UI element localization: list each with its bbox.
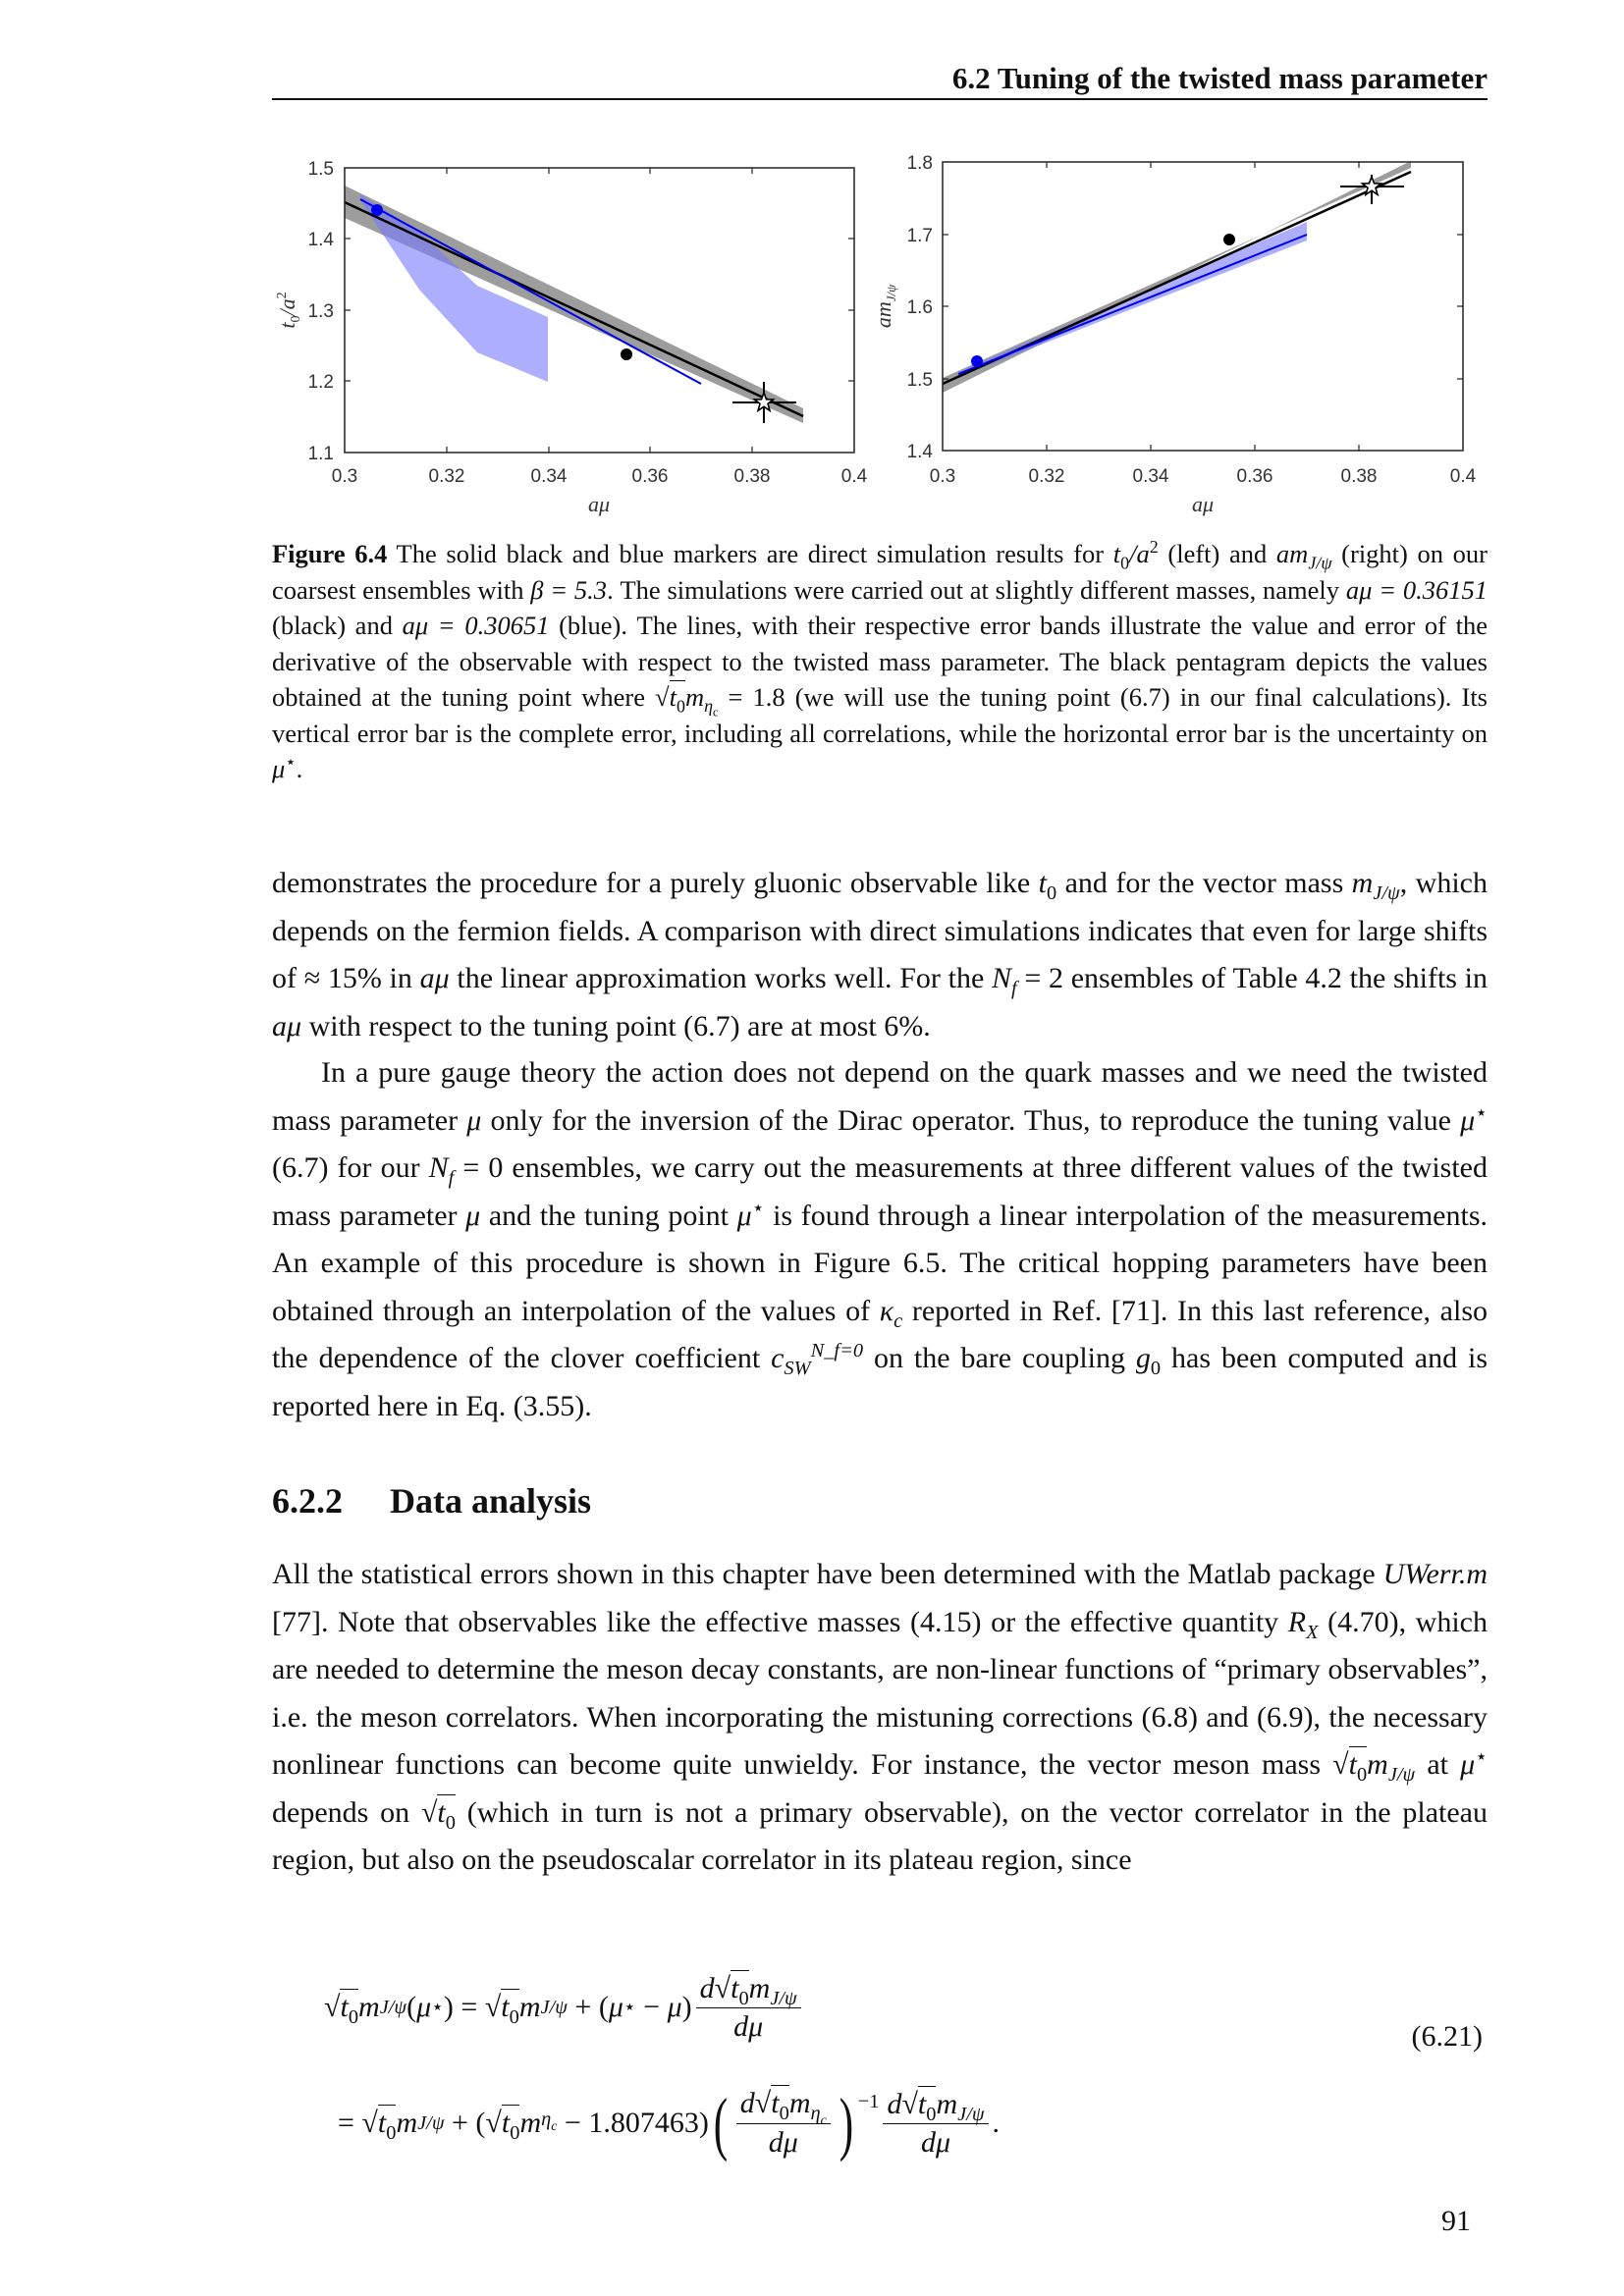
left-plot — [275, 159, 868, 516]
svg-text:0.4: 0.4 — [1449, 466, 1477, 487]
right-black-marker — [1223, 234, 1235, 245]
svg-text:0.38: 0.38 — [1340, 466, 1378, 487]
equation-line-1: $√t_0$ m J/ψ ( μ ⋆ ) = $√t_0$ m J/ψ + ( μ ⋆ − μ ) $\frac{d√t_0m_{J/\psi}}{d\mu}$ — [324, 1963, 805, 2052]
right-xlabel: aμ — [1191, 492, 1215, 516]
left-black-marker — [621, 348, 632, 360]
section-title: Data analysis — [390, 1481, 592, 1521]
section-heading — [272, 1480, 591, 1522]
right-ytick-labels — [907, 153, 934, 462]
running-title: 6.2 Tuning of the twisted mass parameter — [951, 61, 1488, 95]
svg-text:0.36: 0.36 — [1236, 466, 1273, 487]
svg-text:1.3: 1.3 — [307, 301, 334, 322]
right-ticks — [943, 162, 1463, 451]
figure-caption: Figure 6.4 The solid black and blue markers are direct simulation results for $t_0/a^2$ (left) and $am_{J/\psi}$ (right) on our coarsest ensembles with β = 5.3. The simulations were carried out at slightly different masses, namely aμ = 0.36151 (black) and aμ = 0.30651 (blue). The lines, with their respective error bands illustrate the value and error of the derivative of the observable with respect to the twisted mass parameter. The black pentagram depicts the values obtained at the tuning point where $√t_0m_{\eta_c} = 1.8$ (we will use the tuning point (6.7) in our final calculations). Its vertical error bar is the complete error, including all correlations, while the horizontal error bar is the uncertainty on μ⋆. — [272, 537, 1488, 783]
svg-text:1.1: 1.1 — [307, 444, 334, 464]
paragraph-3: All the statistical errors shown in this chapter have been determined with the Matlab package UWerr.m [77]. Note that observables like the effective masses (4.15) or the effective quantity $R_X$ (4.70), which are needed to determine the meson decay constants, are non-linear functions of “primary observables”, i.e. the meson correlators. When incorporating the mistuning corrections (6.8) and (6.9), the necessary nonlinear functions can become quite unwieldy. For instance, the vector meson mass $√t_0m_{J/\psi}$ at μ⋆ depends on $√t_0$ (which in turn is not a primary observable), on the vector correlator in the plateau region, but also on the pseudoscalar correlator in its plateau region, since — [272, 1558, 1489, 1876]
svg-text:1.8: 1.8 — [906, 153, 933, 174]
svg-text:0.3: 0.3 — [929, 466, 956, 487]
left-xlabel: aμ — [587, 492, 611, 516]
right-blue-marker — [971, 355, 983, 367]
figure-label: Figure 6.4 — [272, 539, 388, 568]
svg-text:0.4: 0.4 — [840, 466, 868, 487]
svg-text:1.4: 1.4 — [307, 230, 334, 250]
svg-text:0.32: 0.32 — [1028, 466, 1065, 487]
svg-text:0.34: 0.34 — [1132, 466, 1169, 487]
svg-text:1.6: 1.6 — [906, 297, 933, 318]
right-plot — [871, 153, 1477, 516]
svg-text:1.2: 1.2 — [307, 372, 334, 393]
svg-text:0.38: 0.38 — [733, 466, 771, 487]
page-number: 91 — [1441, 2205, 1471, 2237]
svg-text:0.3: 0.3 — [331, 466, 358, 487]
right-ylabel: $am_{J/\psi}$ — [871, 284, 898, 329]
equation-6-21 — [324, 1963, 1492, 2189]
svg-text:0.32: 0.32 — [428, 466, 465, 487]
figure-plots — [255, 137, 1512, 530]
left-ylabel: $t_0/a^2$ — [275, 292, 303, 329]
left-blue-marker — [371, 204, 383, 216]
running-header — [272, 57, 1488, 100]
left-black-line — [345, 202, 803, 416]
svg-text:1.5: 1.5 — [906, 370, 933, 391]
left-black-error-band — [345, 186, 803, 423]
section-number: 6.2.2 — [272, 1481, 343, 1521]
svg-text:1.7: 1.7 — [906, 226, 933, 246]
paragraph-2: In a pure gauge theory the action does not depend on the quark masses and we need the twisted mass parameter μ only for the inversion of the Dirac operator. Thus, to reproduce the tuning value μ⋆ (6.7) for our $N_f = 0$ ensembles, we carry out the measurements at three different values of the twisted mass parameter μ and the tuning point μ⋆ is found through a linear interpolation of the measurements. An example of this procedure is shown in Figure 6.5. The critical hopping parameters have been obtained through an interpolation of the values of $\kappa_c$ reported in Ref. [71]. In this last reference, also the dependence of the clover coefficient $c_{SW}^{N\_f=0}$ on the bare coupling $g_0$ has been computed and is reported here in Eq. (3.55). — [272, 1056, 1489, 1422]
equation-line-2: = $√t_0$ m J/ψ + ( $√t_0$ m $\eta_c$ − 1.807463 ) ( $\frac{d√t_0m_{\eta_c}}{d\mu}$ ) $^{-1}$ $\frac{d√t_0m_{J/\psi}}{d\mu}$ . — [338, 2084, 1001, 2163]
left-ytick-labels — [308, 159, 335, 464]
svg-text:1.4: 1.4 — [906, 442, 933, 462]
right-xtick-labels — [930, 466, 1477, 487]
equation-constant: 1.807463 — [588, 2107, 699, 2139]
right-blue-line — [958, 235, 1307, 374]
equation-number: (6.21) — [1411, 2020, 1483, 2053]
figure-6-4 — [255, 137, 1512, 530]
svg-text:1.5: 1.5 — [307, 159, 334, 180]
svg-text:0.34: 0.34 — [530, 466, 568, 487]
svg-text:0.36: 0.36 — [631, 466, 669, 487]
paragraph-1: demonstrates the procedure for a purely gluonic observable like $t_0$ and for the vector mass $m_{J/\psi}$, which depends on the fermion fields. A comparison with direct simulations indicates that even for large shifts of ≈ 15% in aμ the linear approximation works well. For the $N_f = 2$ ensembles of Table 4.2 the shifts in aμ with respect to the tuning point (6.7) are at most 6%. — [272, 867, 1489, 1042]
right-axes-frame — [943, 162, 1463, 451]
sqrt-t0: $√t_0$ — [655, 682, 685, 717]
left-xtick-labels — [332, 466, 868, 487]
